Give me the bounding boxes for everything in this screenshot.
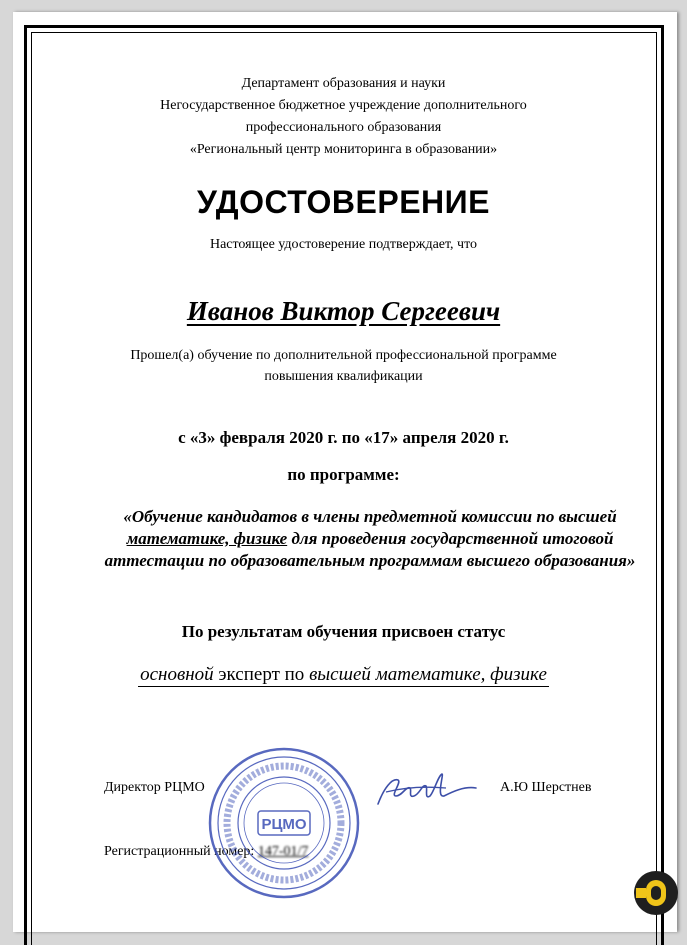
organization-header (0, 73, 687, 161)
completed-line-2: повышения квалификации (264, 369, 423, 384)
org-line-1: Департамент образования и науки (241, 76, 446, 91)
stamp-center-text: РЦМО (261, 816, 307, 833)
person-name (0, 296, 687, 327)
program-part-3: для проведения государственной итоговой аттестации по образовательным программам высшего образования» (104, 529, 636, 570)
training-dates: с «3» февраля 2020 г. по «17» апреля 2020 г. (178, 428, 509, 447)
org-line-2: Негосударственное бюджетное учреждение дополнительного (160, 98, 527, 113)
signature-image (372, 766, 482, 814)
document-title: УДОСТОВЕРЕНИЕ (196, 184, 490, 220)
status-italic-1: основной (140, 664, 214, 685)
reg-label: Регистрационный номер: (104, 844, 255, 859)
watermark-logo-icon (632, 866, 680, 920)
status-italic-2: высшей математике, физике (309, 664, 547, 685)
program-name (95, 506, 645, 572)
completed-line-1: Прошел(а) обучение по дополнительной профессиональной программе (130, 348, 557, 363)
org-line-4: «Региональный центр мониторинга в образовании» (189, 142, 498, 157)
completed-text (0, 345, 687, 387)
status-plain: эксперт по (213, 664, 310, 685)
reg-number: 147-01/7 (257, 844, 309, 859)
program-label: по программе: (287, 465, 400, 484)
program-part-1: «Обучение кандидатов в члены предметной комиссии по высшей (123, 507, 617, 526)
director-label: Директор РЦМО (104, 780, 205, 795)
org-line-3: профессионального образования (245, 120, 442, 135)
person-name-text: Иванов Виктор Сергеевич (186, 296, 501, 326)
assigned-status (0, 664, 687, 686)
confirm-text: Настоящее удостоверение подтверждает, что (209, 237, 478, 252)
signer-name: А.Ю Шерстнев (500, 780, 592, 795)
status-label: По результатам обучения присвоен статус (181, 622, 506, 641)
official-stamp (206, 745, 362, 901)
program-part-2: математике, физике (126, 529, 288, 548)
